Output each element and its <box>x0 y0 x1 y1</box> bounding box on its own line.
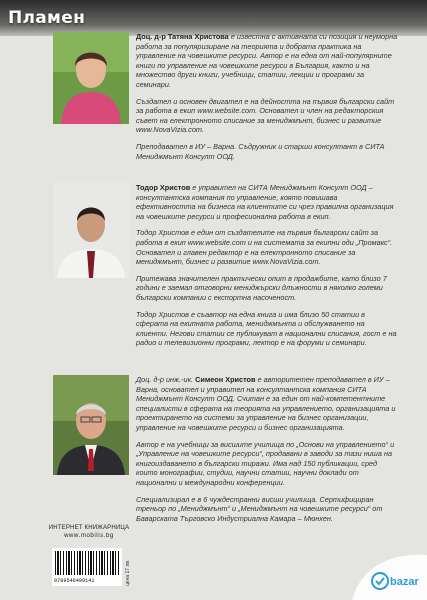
portrait-older-man-icon <box>53 375 129 475</box>
bio-tatyana <box>136 32 398 168</box>
bio-paragraph: Преподавател в ИУ – Варна. Съдружник и старши консултант в СИТА Мениджмънт Консулт ООД. <box>136 141 385 161</box>
author-name: Тодор Христов <box>136 183 191 192</box>
bio-paragraph: Създател и основен двигател е на дейността на първия български сайт за работа в екип www.website.com. Основател и член на редакторския съвет на електронното списание за мениджмънт, бизнес и развитие www.NovaVizia.com. <box>136 96 395 135</box>
bio-paragraph: Тодор Христов е един от създателите на първия български сайт за работа в екип www.website.com и на системата за екипни оди „Промакс“. Основател и главен редактор е на електронното списание за мениджмънт, бизнес и развитие www.NovaVizia.com. <box>136 228 393 267</box>
bio-simeon <box>136 375 398 530</box>
bazar-logo-icon <box>352 545 427 600</box>
author-name: Симеон Христов <box>195 375 256 384</box>
bio-paragraph: Автор е на учебници за висшите училища по „Основи на управлението“ и „Управление на човешките ресурси“, продавани в заводи за тази ниша на книгоиздаването в български тиражи. Има над 150 публикации, сред които монографии, студии, научни статии, научни доклади от национални и международни конференции. <box>136 439 395 487</box>
barcode-bars <box>55 551 119 575</box>
bio-paragraph: Специализирал е в 6 чуждестранни висши училища. Сертифициран треньор по „Мениджмънт“ и „Мениджмънт на човешките ресурси“ от Баварската Търговско Индустриална Камара – Мюнхен. <box>136 494 383 523</box>
isbn-number: 9789546499141 <box>54 578 95 584</box>
badge-text: bazar <box>390 576 419 588</box>
author-photo-tatyana <box>53 32 129 124</box>
bookstore-logo <box>48 525 130 539</box>
bookstore-url: www.mobilis.bg <box>64 533 114 539</box>
author-photo-simeon <box>53 375 129 475</box>
isbn-barcode <box>52 548 122 586</box>
portrait-woman-icon <box>53 32 129 124</box>
seller-watermark: Пламен <box>8 8 86 28</box>
bio-paragraph: Тодор Христов е съавтор на една книга и има близо 50 статии в сферата на екипната работа, мениджмънта и обслужването на клиенти. Негови статии се публикуват в национални списания, гост е на радио и телевизионни програми, лектор е на форуми и семинари. <box>136 309 397 348</box>
bazar-badge[interactable] <box>352 545 427 600</box>
bio-paragraph: Доц. д-р инж.-ик. Симеон Христов е авторитетен преподавател в ИУ – Варна, основател и управител на консултантска компания СИТА Мениджмънт Консулт ООД. Считан е за един от най-компетентните специалисти в сферата на теорията на управлението, организацията и проектирането на системи за управление на бизнес организации, управление на човешките ресурси и бизнес организацията. <box>136 375 396 432</box>
bio-paragraph: Доц. д-р Татяна Христова е известна с активната си позиция и неуморна работа за популяризиране на теорията и добрата практика на управление на човешките ресурси. Автор е на една от най-популярните книги по управление на човешките ресурси в България, както и на множество други книги, учебници, статии, лекции и програми за семинари. <box>136 32 398 89</box>
author-name: Доц. д-р Татяна Христова <box>136 32 229 41</box>
price-label: цена 17 лв. <box>125 559 131 586</box>
bookstore-label: ИНТЕРНЕТ КНИЖАРНИЦА <box>48 525 130 531</box>
author-photo-todor <box>53 183 129 278</box>
bio-todor <box>136 183 398 355</box>
portrait-man-icon <box>53 183 129 278</box>
bio-paragraph: Тодор Христов е управител на СИТА Мениджмънт Консулт ООД – консултантска компания по управление, която повишава ефективността на бизнеса на клиентите си чрез правилна организация на човешките ресурси и професионална работа в екип. <box>136 183 394 221</box>
bio-paragraph: Притежава значителен практически опит в продажбите, като близо 7 години е заемал отговорни мениджърски длъжности в няколко големи български компании с експортна насоченост. <box>136 273 387 302</box>
